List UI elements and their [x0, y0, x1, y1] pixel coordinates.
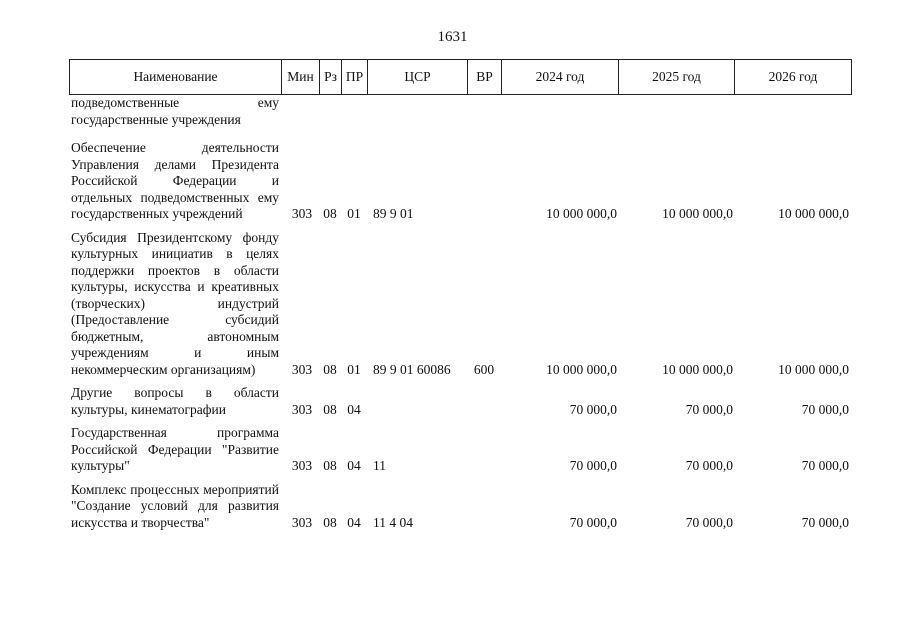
header-pr: ПР [342, 60, 368, 95]
table-row [69, 95, 851, 128]
row-2024: 10 000 000,0 [546, 361, 617, 377]
row-csr: 11 4 04 [373, 514, 413, 530]
page-number: 1631 [437, 29, 468, 45]
row-name: подведомственные ему государственные учреждения [71, 95, 279, 127]
row-pr: 01 [347, 361, 361, 377]
row-min: 303 [291, 361, 313, 377]
header-rz: Рз [320, 60, 342, 95]
row-2025: 70 000,0 [685, 458, 733, 473]
table-header [69, 59, 852, 95]
table-row [69, 482, 851, 532]
table-row [69, 425, 851, 475]
row-pr: 01 [347, 206, 361, 221]
row-csr: 89 9 01 [373, 206, 414, 221]
row-csr: 89 9 01 60086 [373, 361, 451, 377]
table-row [69, 140, 851, 223]
header-vr: ВР [468, 60, 502, 95]
row-min: 303 [291, 514, 313, 530]
row-2026: 70 000,0 [801, 401, 849, 417]
row-rz: 08 [323, 514, 337, 530]
header-min: Мин [282, 60, 320, 95]
table-row [69, 230, 851, 379]
table-row [69, 385, 851, 418]
row-name: Другие вопросы в области культуры, кинематографии [71, 385, 279, 417]
row-2026: 10 000 000,0 [778, 206, 849, 221]
row-name: Обеспечение деятельности Управления делами Президента Российской Федерации и отдельных подведомственных ему государственных учреждений [71, 140, 279, 221]
row-min: 303 [291, 458, 313, 473]
row-name: Государственная программа Российской Федерации "Развитие культуры" [71, 425, 279, 473]
row-min: 303 [291, 206, 313, 221]
row-min: 303 [291, 401, 313, 417]
row-2025: 70 000,0 [685, 401, 733, 417]
row-2024: 70 000,0 [569, 514, 617, 530]
row-2024: 10 000 000,0 [546, 206, 617, 221]
row-2024: 70 000,0 [569, 401, 617, 417]
row-2025: 70 000,0 [685, 514, 733, 530]
row-rz: 08 [323, 401, 337, 417]
row-rz: 08 [323, 458, 337, 473]
row-2026: 10 000 000,0 [778, 361, 849, 377]
header-csr: ЦСР [368, 60, 468, 95]
row-csr: 11 [373, 458, 386, 473]
table-body [69, 95, 851, 538]
row-pr: 04 [347, 401, 361, 417]
row-2025: 10 000 000,0 [662, 206, 733, 221]
row-2024: 70 000,0 [569, 458, 617, 473]
row-pr: 04 [347, 458, 361, 473]
header-2026: 2026 год [735, 60, 852, 95]
header-name: Наименование [70, 60, 282, 95]
row-pr: 04 [347, 514, 361, 530]
row-2025: 10 000 000,0 [662, 361, 733, 377]
header-2025: 2025 год [619, 60, 735, 95]
header-2024: 2024 год [502, 60, 619, 95]
row-vr: 600 [473, 361, 495, 377]
row-name: Комплекс процессных мероприятий "Создание условий для развития искусства и творчества" [71, 481, 279, 530]
row-2026: 70 000,0 [801, 514, 849, 530]
row-name: Субсидия Президентскому фонду культурных инициатив в целях поддержки проектов в области культуры, искусства и креативных (творческих) индустрий (Предоставление субсидий бюджетным, автономным учреждениям и иным некоммерческим организациям) [71, 229, 279, 377]
row-rz: 08 [323, 361, 337, 377]
row-2026: 70 000,0 [801, 458, 849, 473]
row-rz: 08 [323, 206, 337, 221]
